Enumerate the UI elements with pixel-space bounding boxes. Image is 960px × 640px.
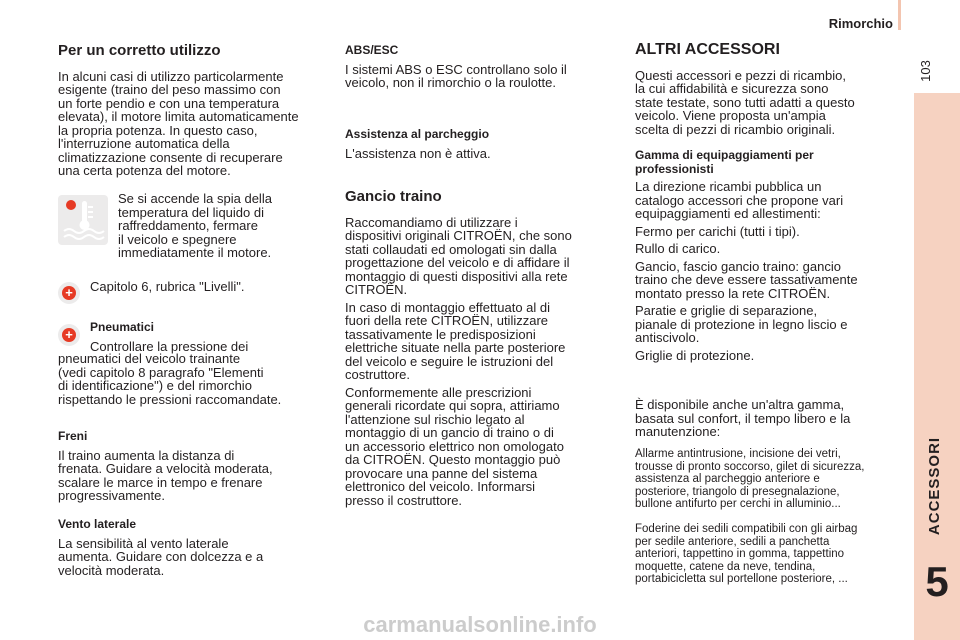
accessories-title: ALTRI ACCESSORI bbox=[635, 41, 780, 58]
brakes-title: Freni bbox=[58, 429, 88, 443]
parking-title: Assistenza al parcheggio bbox=[345, 127, 490, 141]
brakes-section: Freni Il traino aumenta la distanza di frenata. Guidare a velocità moderata, scalare le marce in tempo e frenare progressivamente. bbox=[58, 430, 328, 503]
abs-title: ABS/ESC bbox=[345, 43, 399, 57]
col1-title: Per un corretto utilizzo bbox=[58, 42, 221, 59]
towbar-p2: In caso di montaggio effettuato al di fuori della rete CITROËN, utilizzare tassativamente le predisposizioni elettriche situate nella parte posteriore del veicolo e seguire le istruzioni del costruttore. bbox=[345, 299, 566, 382]
accessories-intro: Questi accessori e pezzi di ricambio, la cui affidabilità e sicurezza sono state testate, sono tutti adatti a questo veicolo. Viene proposta un'ampia scelta di pezzi di ricambio originali. bbox=[635, 67, 855, 137]
other-range-list-1: Allarme antintrusione, incisione dei vetri, trousse di pronto soccorso, gilet di sicurezza, assistenza al parcheggio anteriore e posteriore, triangolo di presegnalazione, bullone antifurto per cerchi in alluminio... bbox=[635, 448, 865, 511]
chapter-number: 5 bbox=[925, 558, 949, 605]
wind-title: Vento laterale bbox=[58, 517, 137, 531]
other-range: È disponibile anche un'altra gamma, basata sul confort, il tempo libero e la manutenzione: bbox=[635, 397, 851, 439]
list-item: Griglie di protezione. bbox=[635, 347, 755, 363]
list-item: Gancio, fascio gancio traino: gancio traino che deve essere tassativamente montato presso la rete CITROËN. bbox=[635, 258, 858, 301]
column-2: ABS/ESC I sistemi ABS o ESC controllano solo il veicolo, non il rimorchio o la roulotte. bbox=[345, 44, 620, 90]
parking-section: Assistenza al parcheggio L'assistenza non è attiva. bbox=[345, 128, 620, 160]
watermark: carmanualsonline.info bbox=[363, 612, 597, 637]
list-item: Fermo per carichi (tutti i tipi). bbox=[635, 223, 800, 239]
tyres-title-block: Pneumatici Controllare la pressione dei bbox=[90, 321, 310, 353]
towbar-p3: Conformemente alle prescrizioni generali ricordate qui sopra, attiriamo l'attenzione sul rischio legato al montaggio di un gancio di traino o di un accessorio elettrico non omologato da CITROËN. Questo montaggio può provocare una panne del sistema elettronico del veicolo. Informarsi presso il costruttore. bbox=[345, 384, 564, 508]
coolant-temperature-warning-icon bbox=[58, 195, 108, 245]
column-3 bbox=[635, 43, 907, 362]
other-range-list-2: Foderine dei sedili compatibili con gli airbag per sedile anteriore, sedili a panchetta anteriori, tappettino in gomma, tappettino moquette, catene da neve, tendina, portabicicletta sul portellone posteriore, ... bbox=[635, 523, 858, 586]
column-1 bbox=[58, 44, 328, 178]
towbar-title: Gancio traino bbox=[345, 188, 442, 205]
wind-section: Vento laterale La sensibilità al vento laterale aumenta. Guidare con dolcezza e a velocità moderata. bbox=[58, 518, 328, 577]
col1-intro: In alcuni casi di utilizzo particolarmente esigente (traino del peso massimo con un forte pendio e con una temperatura elevata), il motore limita automaticamente la propria potenza. In questo caso, l'interruzione automatica della climatizzazione consente di recuperare una certa potenza del motore. bbox=[58, 68, 299, 178]
tyres-title: Pneumatici bbox=[90, 320, 155, 334]
towbar-p1: Raccomandiamo di utilizzare i dispositivi originali CITROËN, che sono stati collaudati ed omologati sin dalla progettazione del veicolo e di affidare il montaggio di questi dispositivi alla rete CITROËN. bbox=[345, 214, 572, 297]
info-plus-icon: + bbox=[58, 324, 80, 346]
chapter-label: ACCESSORI bbox=[926, 436, 943, 536]
list-item: Rullo di carico. bbox=[635, 241, 721, 256]
pro-range-intro: La direzione ricambi pubblica un catalogo accessori che propone vari equipaggiamenti ed allestimenti: bbox=[635, 179, 844, 221]
towbar-section bbox=[345, 190, 623, 507]
info-plus-icon: + bbox=[58, 282, 80, 304]
list-item: Paratie e griglie di separazione, pianale di protezione in legno liscio e antiscivolo. bbox=[635, 303, 848, 345]
header-divider bbox=[898, 0, 901, 30]
coolant-warning-text: Se si accende la spia della temperatura del liquido di raffreddamento, fermare il veicolo e spegnere immediatamente il motore. bbox=[118, 191, 272, 260]
tyres-text: pneumatici del veicolo trainante (vedi capitolo 8 paragrafo "Elementi di identificazione") e del rimorchio rispettando le pressioni raccomandate. bbox=[58, 351, 282, 407]
page-number: 103 bbox=[918, 60, 933, 82]
levels-note: Capitolo 6, rubrica "Livelli". bbox=[90, 279, 245, 294]
pro-range-title: Gamma di equipaggiamenti per professionisti bbox=[635, 148, 814, 176]
section-title: Rimorchio bbox=[828, 16, 893, 31]
